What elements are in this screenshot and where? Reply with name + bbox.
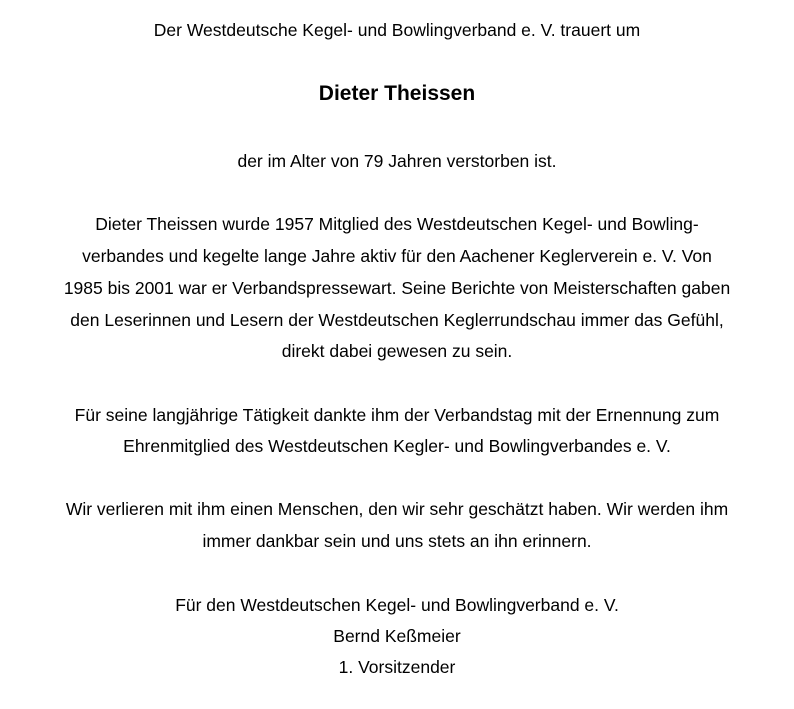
signature-organization: Für den Westdeutschen Kegel- und Bowlingverband e. V. <box>175 595 619 615</box>
paragraph-line: Dieter Theissen wurde 1957 Mitglied des Westdeutschen Kegel- und Bowling- <box>95 214 699 234</box>
paragraph-line: Für seine langjährige Tätigkeit dankte ihm der Verbandstag mit der Ernennung zum <box>74 405 720 425</box>
signature-role: 1. Vorsitzender <box>338 657 456 677</box>
paragraph-line: Ehrenmitglied des Westdeutschen Kegler- und Bowlingverbandes e. V. <box>123 436 671 456</box>
paragraph-line: Wir verlieren mit ihm einen Menschen, den wir sehr geschätzt haben. Wir werden ihm <box>65 499 729 519</box>
paragraph-line: direkt dabei gewesen zu sein. <box>281 341 513 361</box>
paragraph-line: immer dankbar sein und uns stets an ihn erinnern. <box>202 531 592 551</box>
paragraph-line: 1985 bis 2001 war er Verbandspressewart. Seine Berichte von Meisterschaften gaben <box>63 278 731 298</box>
deceased-name: Dieter Theissen <box>318 82 476 105</box>
paragraph-line: verbandes und kegelte lange Jahre aktiv für den Aachener Keglerverein e. V. Von <box>82 246 712 266</box>
intro-line: Der Westdeutsche Kegel- und Bowlingverband e. V. trauert um <box>153 20 641 40</box>
paragraph-line: den Leserinnen und Lesern der Westdeutschen Keglerrundschau immer das Gefühl, <box>70 310 724 330</box>
signature-person: Bernd Keßmeier <box>333 626 461 646</box>
age-line: der im Alter von 79 Jahren verstorben ist. <box>237 151 557 171</box>
